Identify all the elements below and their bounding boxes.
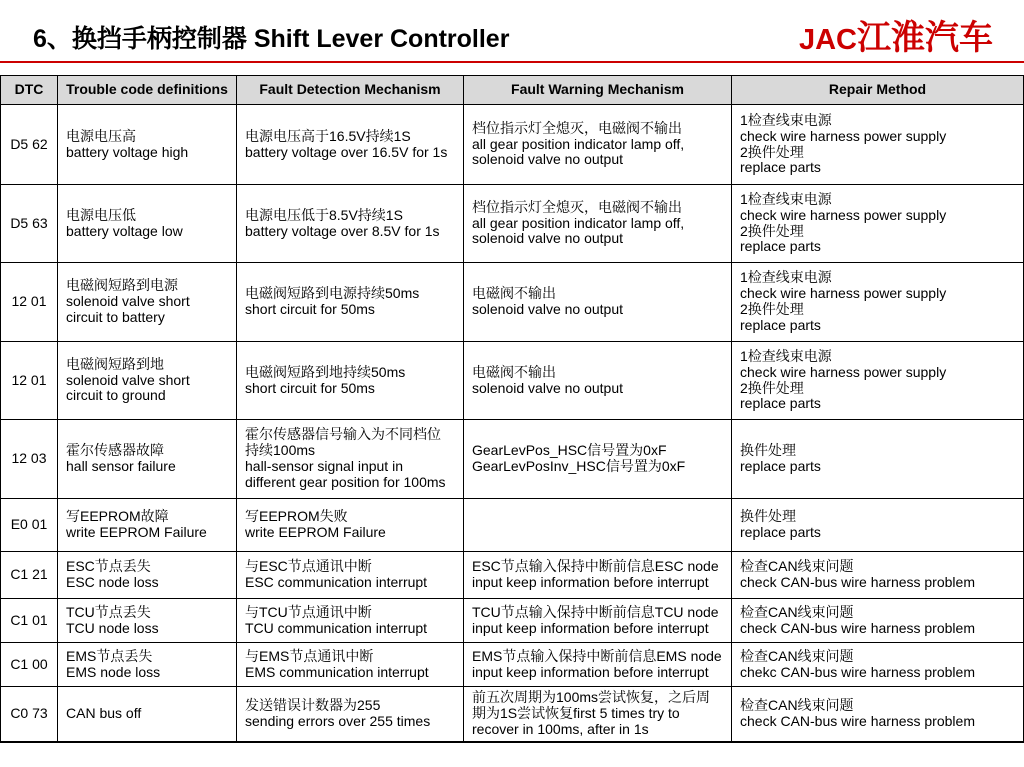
definition-line: CAN bus off [66,704,142,721]
detection-line: battery voltage over 16.5V for 1s [245,143,448,160]
definition-line: 电源电压高 [66,127,136,144]
detection-cell [237,499,464,552]
repair-line: replace parts [740,395,821,412]
warning-line: GearLevPosInv_HSC信号置为0xF [472,458,686,474]
repair-line: 2换件处理 [740,222,804,239]
definition-cell [58,643,237,687]
repair-line: check wire harness power supply [740,127,947,144]
definition-line: write EEPROM Failure [66,524,207,540]
warning-line: input keep information before interrupt [472,663,709,680]
repair-line: chekc CAN-bus wire harness problem [740,663,975,680]
dtc-table [0,75,1024,743]
repair-line: 1检查线束电源 [740,111,832,128]
detection-line: 电磁阀短路到地持续50ms [245,363,406,380]
detection-line: 持续100ms [245,442,316,459]
table-row [1,599,1024,643]
repair-line: 1检查线束电源 [740,190,832,207]
repair-line: 检查CAN线束问题 [740,603,854,620]
repair-cell [732,687,1024,742]
warning-line: EMS节点输入保持中断前信息EMS node [472,647,722,664]
repair-line: 2换件处理 [740,379,804,396]
warning-line: ESC节点输入保持中断前信息ESC node [472,558,719,575]
detection-cell [237,342,464,420]
warning-line: 档位指示灯全熄灭，电磁阀不输出 [472,198,682,215]
page-title: 6、换挡手柄控制器 Shift Lever Controller [33,25,510,53]
dtc-code-cell: D5 62 [1,105,58,185]
warning-cell [464,552,732,599]
dtc-code-cell: 12 01 [1,263,58,342]
definition-cell [58,105,237,185]
definition-line: battery voltage low [66,222,183,239]
detection-line: different gear position for 100ms [245,473,446,490]
repair-cell [732,342,1024,420]
repair-cell [732,552,1024,599]
detection-line: 与EMS节点通讯中断 [245,647,374,664]
detection-cell [237,687,464,742]
definition-line: 写EEPROM故障 [66,508,169,525]
detection-cell [237,105,464,185]
brand-logo [799,16,993,60]
repair-line: check CAN-bus wire harness problem [740,619,975,636]
definition-line: circuit to battery [66,308,165,325]
detection-cell [237,552,464,599]
definition-cell [58,552,237,599]
repair-cell [732,420,1024,499]
detection-line: 霍尔传感器信号输入为不同档位 [245,426,441,443]
detection-cell [237,185,464,263]
definition-line: ESC节点丢失 [66,558,151,575]
repair-line: 1检查线束电源 [740,269,832,286]
warning-cell [464,599,732,643]
repair-line: 2换件处理 [740,143,804,160]
warning-line: 期为1S尝试恢复first 5 times try to [472,704,680,721]
definition-line: solenoid valve short [66,293,190,310]
table-row [1,552,1024,599]
table-row [1,342,1024,420]
warning-line: 档位指示灯全熄灭，电磁阀不输出 [472,119,682,136]
definition-cell [58,499,237,552]
repair-line: check wire harness power supply [740,206,947,223]
header-detection: Fault Detection Mechanism [237,76,464,105]
repair-line: replace parts [740,159,821,176]
table-row [1,420,1024,499]
repair-line: check CAN-bus wire harness problem [740,574,975,590]
detection-line: 电源电压高于16.5V持续1S [245,127,411,144]
dtc-code-cell: C1 00 [1,643,58,687]
warning-line: solenoid valve no output [472,230,623,247]
definition-line: EMS节点丢失 [66,647,153,664]
definition-cell [58,599,237,643]
header-repair: Repair Method [732,76,1024,105]
repair-line: 换件处理 [740,508,796,525]
definition-line: battery voltage high [66,143,189,160]
warning-cell [464,687,732,742]
definition-line: ESC node loss [66,574,159,590]
definition-line: hall sensor failure [66,458,176,474]
table-row [1,105,1024,185]
repair-cell [732,643,1024,687]
repair-cell [732,105,1024,185]
detection-line: ESC communication interrupt [245,574,428,590]
definition-line: TCU节点丢失 [66,603,151,620]
definition-cell [58,687,237,742]
detection-line: short circuit for 50ms [245,301,375,317]
repair-line: 检查CAN线束问题 [740,558,854,575]
detection-line: TCU communication interrupt [245,619,428,636]
warning-cell [464,185,732,263]
header-dtc: DTC [1,76,58,105]
table-row [1,185,1024,263]
header-definition: Trouble code definitions [58,76,237,105]
dtc-code-cell: 12 03 [1,420,58,499]
detection-line: EMS communication interrupt [245,663,429,680]
definition-line: 电磁阀短路到地 [66,355,164,372]
table-header-row [1,76,1024,105]
detection-line: battery voltage over 8.5V for 1s [245,222,440,239]
definition-line: 电磁阀短路到电源 [66,277,178,294]
dtc-code-cell: 12 01 [1,342,58,420]
logo-cjk-text: 江淮汽车 [857,19,993,57]
detection-cell [237,420,464,499]
repair-line: 1检查线束电源 [740,347,832,364]
detection-line: hall-sensor signal input in [245,458,403,474]
table-row [1,643,1024,687]
dtc-code-cell: C0 73 [1,687,58,742]
repair-line: 检查CAN线束问题 [740,696,854,713]
definition-cell [58,185,237,263]
repair-line: replace parts [740,316,821,333]
warning-line: solenoid valve no output [472,379,623,396]
header-warning: Fault Warning Mechanism [464,76,732,105]
warning-line: 电磁阀不输出 [472,363,556,380]
detection-cell [237,263,464,342]
definition-line: 电源电压低 [66,206,136,223]
detection-line: 发送错误计数器为255 [245,696,381,713]
definition-line: circuit to ground [66,387,166,404]
warning-cell [464,499,732,552]
definition-cell [58,420,237,499]
warning-line: input keep information before interrupt [472,574,709,590]
detection-cell [237,643,464,687]
detection-line: 电源电压低于8.5V持续1S [245,206,403,223]
definition-line: EMS node loss [66,663,161,680]
warning-line: TCU节点输入保持中断前信息TCU node [472,603,719,620]
repair-line: check wire harness power supply [740,363,947,380]
repair-line: replace parts [740,458,821,474]
warning-line: input keep information before interrupt [472,619,709,636]
logo-latin-text: JAC [798,24,857,56]
repair-line: replace parts [740,524,821,540]
detection-line: 与TCU节点通讯中断 [245,603,372,620]
definition-cell [58,263,237,342]
detection-line: sending errors over 255 times [245,712,431,729]
warning-line: recover in 100ms, after in 1s [472,720,649,737]
dtc-code-cell: E0 01 [1,499,58,552]
definition-line: 霍尔传感器故障 [66,442,164,459]
repair-line: 换件处理 [740,442,796,459]
detection-line: 写EEPROM失败 [245,508,348,525]
repair-line: check CAN-bus wire harness problem [740,712,975,729]
warning-line: all gear position indicator lamp off, [472,214,685,231]
warning-cell [464,643,732,687]
detection-cell [237,599,464,643]
warning-line: all gear position indicator lamp off, [472,135,685,152]
table-row [1,499,1024,552]
repair-line: replace parts [740,238,821,255]
warning-line: GearLevPos_HSC信号置为0xF [472,442,667,459]
warning-line: solenoid valve no output [472,301,623,317]
definition-cell [58,342,237,420]
warning-cell [464,105,732,185]
warning-cell [464,263,732,342]
dtc-code-cell: D5 63 [1,185,58,263]
repair-cell [732,263,1024,342]
repair-cell [732,599,1024,643]
warning-line: 电磁阀不输出 [472,285,556,302]
repair-cell [732,499,1024,552]
table-row [1,687,1024,742]
detection-line: 与ESC节点通讯中断 [245,558,372,575]
table-row [1,263,1024,342]
repair-line: check wire harness power supply [740,285,947,302]
detection-line: write EEPROM Failure [245,524,386,540]
dtc-code-cell: C1 21 [1,552,58,599]
warning-cell [464,342,732,420]
dtc-code-cell: C1 01 [1,599,58,643]
warning-line: 前五次周期为100ms尝试恢复，之后周 [472,689,711,706]
repair-line: 2换件处理 [740,301,804,317]
warning-line: solenoid valve no output [472,151,623,168]
repair-cell [732,185,1024,263]
definition-line: solenoid valve short [66,371,190,388]
title-divider [0,61,1024,63]
repair-line: 检查CAN线束问题 [740,647,854,664]
definition-line: TCU node loss [66,619,159,636]
detection-line: short circuit for 50ms [245,379,375,396]
warning-cell [464,420,732,499]
detection-line: 电磁阀短路到电源持续50ms [245,285,420,302]
